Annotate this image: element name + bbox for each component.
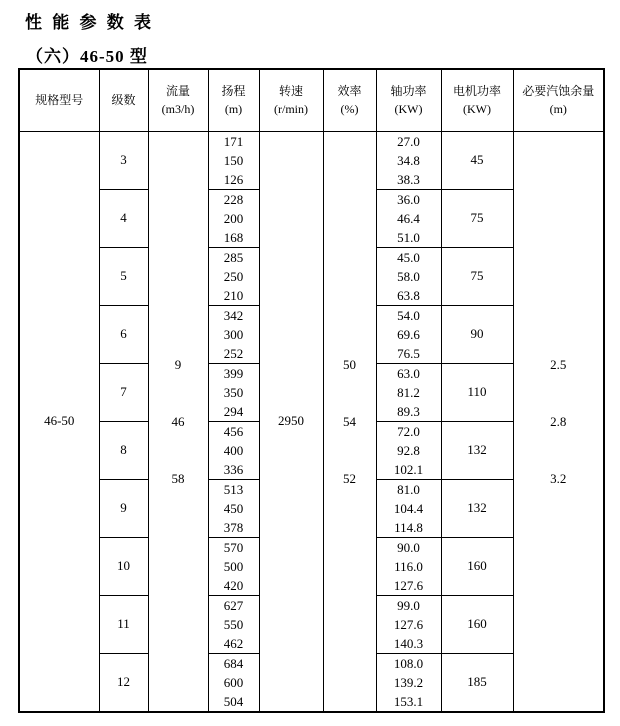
col-header-npsh-label: 必要汽蚀余量: [522, 83, 595, 98]
head-cell-value: 378: [223, 519, 244, 535]
head-cell-value: 210: [223, 287, 244, 303]
motor-power-cell-value: 110: [467, 384, 487, 399]
stage-cell-value: 5: [120, 268, 127, 283]
shaft-power-cell-value: 92.8: [397, 442, 420, 458]
head-cell-value: 171: [223, 133, 244, 149]
shaft-power-cell: [376, 479, 441, 537]
head-cell: [208, 247, 259, 305]
shaft-power-cell-value: 63.8: [397, 287, 420, 303]
col-header-shaft-power-label: 轴功率: [390, 83, 427, 98]
head-cell-value: 126: [223, 171, 244, 187]
motor-power-cell-value: 45: [470, 152, 484, 167]
shaft-power-cell: [376, 421, 441, 479]
stage-cell: [99, 363, 148, 421]
shaft-power-cell-value: 69.6: [397, 326, 420, 342]
shaft-power-cell-value: 99.0: [397, 597, 420, 613]
shaft-power-cell-value: 104.4: [393, 500, 424, 516]
shaft-power-cell-value: 108.0: [393, 655, 424, 671]
shaft-power-cell-value: 89.3: [397, 403, 420, 419]
shaft-power-cell-value: 90.0: [397, 539, 420, 555]
stage-cell-value: 8: [120, 442, 127, 457]
shaft-power-cell: [376, 595, 441, 653]
shaft-power-cell-value: 36.0: [397, 191, 420, 207]
performance-table: [18, 68, 605, 713]
col-header-motor-power-unit: (KW): [463, 102, 491, 117]
stage-cell-value: 9: [120, 500, 127, 515]
shaft-power-cell-value: 27.0: [397, 133, 420, 149]
motor-power-cell-value: 185: [467, 674, 487, 689]
col-header-stages: [99, 69, 148, 131]
shaft-power-cell-value: 38.3: [397, 171, 420, 187]
efficiency-cell-value: 54: [343, 413, 356, 429]
motor-power-cell-value: 132: [467, 500, 487, 515]
model-cell: [19, 131, 99, 712]
head-cell: [208, 479, 259, 537]
shaft-power-cell-value: 58.0: [397, 268, 420, 284]
col-header-head: [208, 69, 259, 131]
stage-cell-value: 11: [117, 616, 130, 631]
motor-power-cell-value: 90: [470, 326, 484, 341]
shaft-power-cell-value: 153.1: [393, 693, 424, 709]
stage-cell-value: 10: [117, 558, 130, 573]
head-cell: [208, 363, 259, 421]
shaft-power-cell: [376, 363, 441, 421]
flow-cell-value: 46: [171, 413, 185, 429]
head-cell-value: 627: [223, 597, 244, 613]
col-header-stages-label: 级数: [111, 92, 136, 107]
npsh-cell-value: 3.2: [550, 470, 567, 486]
stage-cell-value: 3: [120, 152, 127, 167]
col-header-speed-unit: (r/min): [274, 102, 308, 117]
efficiency-cell-value: 52: [343, 470, 356, 486]
shaft-power-cell: [376, 537, 441, 595]
stage-cell-value: 4: [120, 210, 127, 225]
head-cell-value: 420: [223, 577, 244, 593]
shaft-power-cell-value: 127.6: [393, 616, 424, 632]
head-cell-value: 228: [223, 191, 244, 207]
model-cell-value: 46-50: [44, 413, 75, 428]
head-cell-value: 168: [223, 229, 244, 245]
head-cell: [208, 421, 259, 479]
motor-power-cell: [441, 305, 513, 363]
shaft-power-cell-value: 46.4: [397, 210, 420, 226]
head-cell: [208, 653, 259, 712]
col-header-efficiency-label: 效率: [337, 83, 362, 98]
head-cell-value: 513: [223, 481, 244, 497]
efficiency-cell: [323, 131, 376, 712]
head-cell-value: 399: [223, 365, 244, 381]
head-cell-value: 400: [223, 442, 244, 458]
head-cell-value: 250: [223, 268, 244, 284]
shaft-power-cell-value: 102.1: [393, 461, 424, 477]
shaft-power-cell-value: 81.2: [397, 384, 420, 400]
motor-power-cell-value: 132: [467, 442, 487, 457]
shaft-power-cell-value: 116.0: [394, 558, 423, 574]
stage-cell: [99, 479, 148, 537]
col-header-flow: [148, 69, 208, 131]
flow-cell: [148, 131, 208, 712]
shaft-power-cell: [376, 131, 441, 189]
stage-cell: [99, 189, 148, 247]
motor-power-cell: [441, 653, 513, 712]
col-header-speed-label: 转速: [278, 83, 303, 98]
col-header-head-label: 扬程: [221, 83, 246, 98]
header-row: [19, 69, 604, 131]
stage-cell: [99, 421, 148, 479]
col-header-flow-label: 流量: [165, 83, 190, 98]
shaft-power-cell-value: 139.2: [393, 674, 424, 690]
head-cell-value: 350: [223, 384, 244, 400]
table-body: [19, 131, 604, 712]
head-cell-value: 462: [223, 635, 244, 651]
motor-power-cell-value: 75: [470, 210, 484, 225]
motor-power-cell: [441, 131, 513, 189]
col-header-model-label: 规格型号: [35, 92, 84, 107]
flow-cell-value: 58: [171, 470, 185, 486]
efficiency-cell-value: 50: [343, 356, 356, 372]
col-header-flow-unit: (m3/h): [161, 102, 195, 117]
shaft-power-cell-value: 54.0: [397, 307, 420, 323]
shaft-power-cell-value: 51.0: [397, 229, 420, 245]
stage-cell: [99, 595, 148, 653]
stage-cell: [99, 305, 148, 363]
col-header-npsh: [513, 69, 604, 131]
stage-cell-value: 6: [120, 326, 127, 341]
col-header-model: [19, 69, 99, 131]
npsh-cell-value: 2.8: [550, 413, 567, 429]
col-header-shaft-power-unit: (KW): [394, 102, 423, 117]
head-cell: [208, 537, 259, 595]
head-cell-value: 570: [223, 539, 244, 555]
stage-cell: [99, 653, 148, 712]
stage-cell-value: 12: [117, 674, 130, 689]
head-cell-value: 342: [223, 307, 244, 323]
head-cell: [208, 131, 259, 189]
head-cell-value: 456: [223, 423, 244, 439]
head-cell-value: 600: [223, 674, 244, 690]
col-header-head-unit: (m): [224, 102, 243, 117]
head-cell-value: 200: [223, 210, 244, 226]
head-cell-value: 285: [223, 249, 244, 265]
shaft-power-cell: [376, 189, 441, 247]
shaft-power-cell: [376, 653, 441, 712]
head-cell-value: 684: [223, 655, 244, 671]
shaft-power-cell-value: 140.3: [393, 635, 424, 651]
speed-cell: [259, 131, 323, 712]
shaft-power-cell-value: 127.6: [393, 577, 424, 593]
motor-power-cell: [441, 363, 513, 421]
shaft-power-cell-value: 72.0: [397, 423, 420, 439]
shaft-power-cell: [376, 305, 441, 363]
col-header-speed: [259, 69, 323, 131]
motor-power-cell-value: 160: [467, 558, 487, 573]
col-header-motor-power: [441, 69, 513, 131]
page-subtitle: （六）46-50 型: [26, 47, 148, 66]
shaft-power-cell-value: 34.8: [397, 152, 420, 168]
motor-power-cell: [441, 595, 513, 653]
motor-power-cell: [441, 189, 513, 247]
motor-power-cell: [441, 421, 513, 479]
head-cell-value: 300: [223, 326, 244, 342]
head-cell-value: 294: [223, 403, 244, 419]
head-cell-value: 550: [223, 616, 244, 632]
col-header-efficiency-unit: (%): [340, 102, 359, 117]
motor-power-cell: [441, 247, 513, 305]
stage-cell-value: 7: [120, 384, 127, 399]
col-header-efficiency: [323, 69, 376, 131]
shaft-power-cell-value: 114.8: [394, 519, 423, 535]
shaft-power-cell-value: 63.0: [397, 365, 420, 381]
stage-cell: [99, 131, 148, 189]
shaft-power-cell-value: 45.0: [397, 249, 420, 265]
head-cell-value: 336: [223, 461, 244, 477]
head-cell-value: 252: [223, 345, 244, 361]
shaft-power-cell-value: 76.5: [397, 345, 420, 361]
head-cell-value: 500: [223, 558, 244, 574]
head-cell-value: 150: [223, 152, 244, 168]
motor-power-cell-value: 160: [467, 616, 487, 631]
col-header-npsh-unit: (m): [549, 102, 567, 117]
npsh-cell: [513, 131, 604, 712]
motor-power-cell-value: 75: [470, 268, 484, 283]
stage-cell: [99, 537, 148, 595]
col-header-motor-power-label: 电机功率: [452, 83, 501, 98]
speed-cell-value: 2950: [278, 413, 304, 428]
table-row: [19, 131, 604, 189]
npsh-cell-value: 2.5: [550, 356, 567, 372]
head-cell: [208, 305, 259, 363]
head-cell-value: 504: [223, 693, 244, 709]
shaft-power-cell: [376, 247, 441, 305]
motor-power-cell: [441, 479, 513, 537]
head-cell: [208, 595, 259, 653]
page-title: 性 能 参 数 表: [25, 13, 154, 32]
head-cell: [208, 189, 259, 247]
stage-cell: [99, 247, 148, 305]
flow-cell-value: 9: [174, 356, 182, 372]
shaft-power-cell-value: 81.0: [397, 481, 420, 497]
col-header-shaft-power: [376, 69, 441, 131]
motor-power-cell: [441, 537, 513, 595]
head-cell-value: 450: [223, 500, 244, 516]
